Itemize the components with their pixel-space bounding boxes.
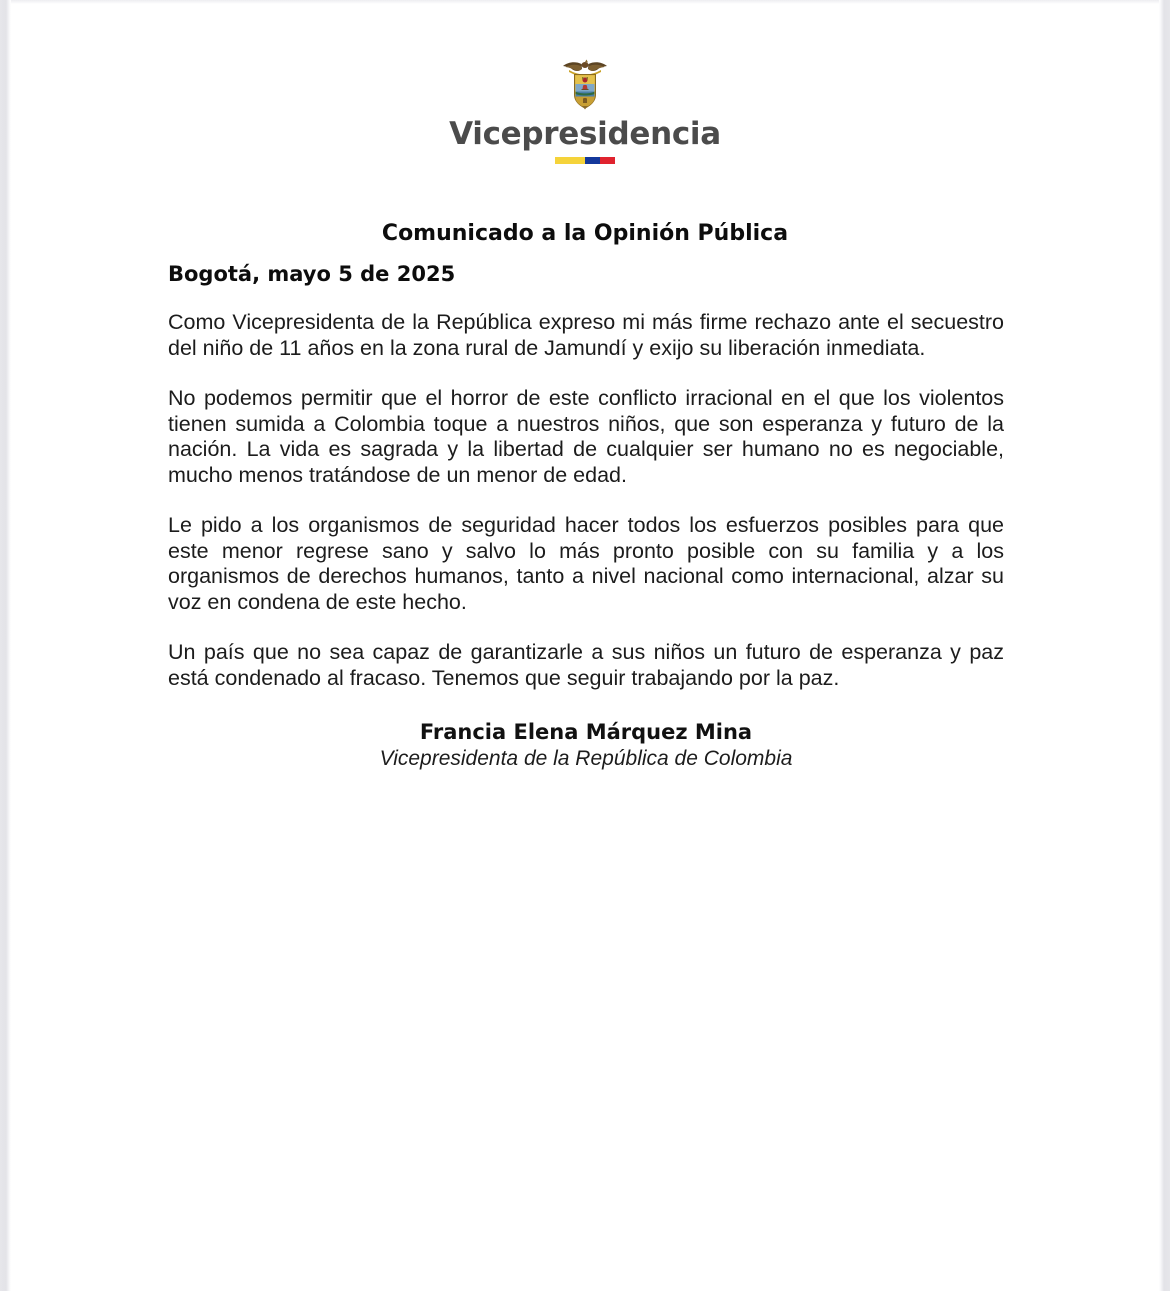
flag-stripe-blue (585, 157, 600, 164)
flag-stripe-yellow (555, 157, 585, 164)
brand-name: Vicepresidencia (449, 116, 721, 152)
body-paragraph: Como Vicepresidenta de la República expreso mi más firme rechazo ante el secuestro del niño de 11 años en la zona rural de Jamundí y exijo su liberación inmediata. (168, 310, 1004, 360)
colombia-flag-bar-icon (555, 157, 615, 164)
body-paragraph: No podemos permitir que el horror de este conflicto irracional en el que los violentos tienen sumida a Colombia toque a nuestros niños, que son esperanza y futuro de la nación. La vida es sagrada y la libertad de cualquier ser humano no es negociable, mucho menos tratándose de un menor de edad. (168, 386, 1004, 487)
body-paragraph: Un país que no sea capaz de garantizarle a sus niños un futuro de esperanza y paz está condenado al fracaso. Tenemos que seguir trabajando por la paz. (168, 640, 1004, 690)
signer-name: Francia Elena Márquez Mina (419, 720, 753, 744)
letterhead (0, 0, 1170, 164)
document-body (168, 262, 1004, 772)
page-title: Comunicado a la Opinión Pública (381, 220, 789, 246)
dateline: Bogotá, mayo 5 de 2025 (168, 262, 456, 286)
colombia-coat-of-arms-icon (559, 58, 611, 114)
signer-role: Vicepresidenta de la República de Colombia (379, 747, 793, 770)
signature-block (168, 719, 1004, 772)
flag-stripe-red (600, 157, 615, 164)
body-paragraph: Le pido a los organismos de seguridad hacer todos los esfuerzos posibles para que este menor regrese sano y salvo lo más pronto posible con su familia y a los organismos de derechos humanos, tanto a nivel nacional como internacional, alzar su voz en condena de este hecho. (168, 513, 1004, 614)
